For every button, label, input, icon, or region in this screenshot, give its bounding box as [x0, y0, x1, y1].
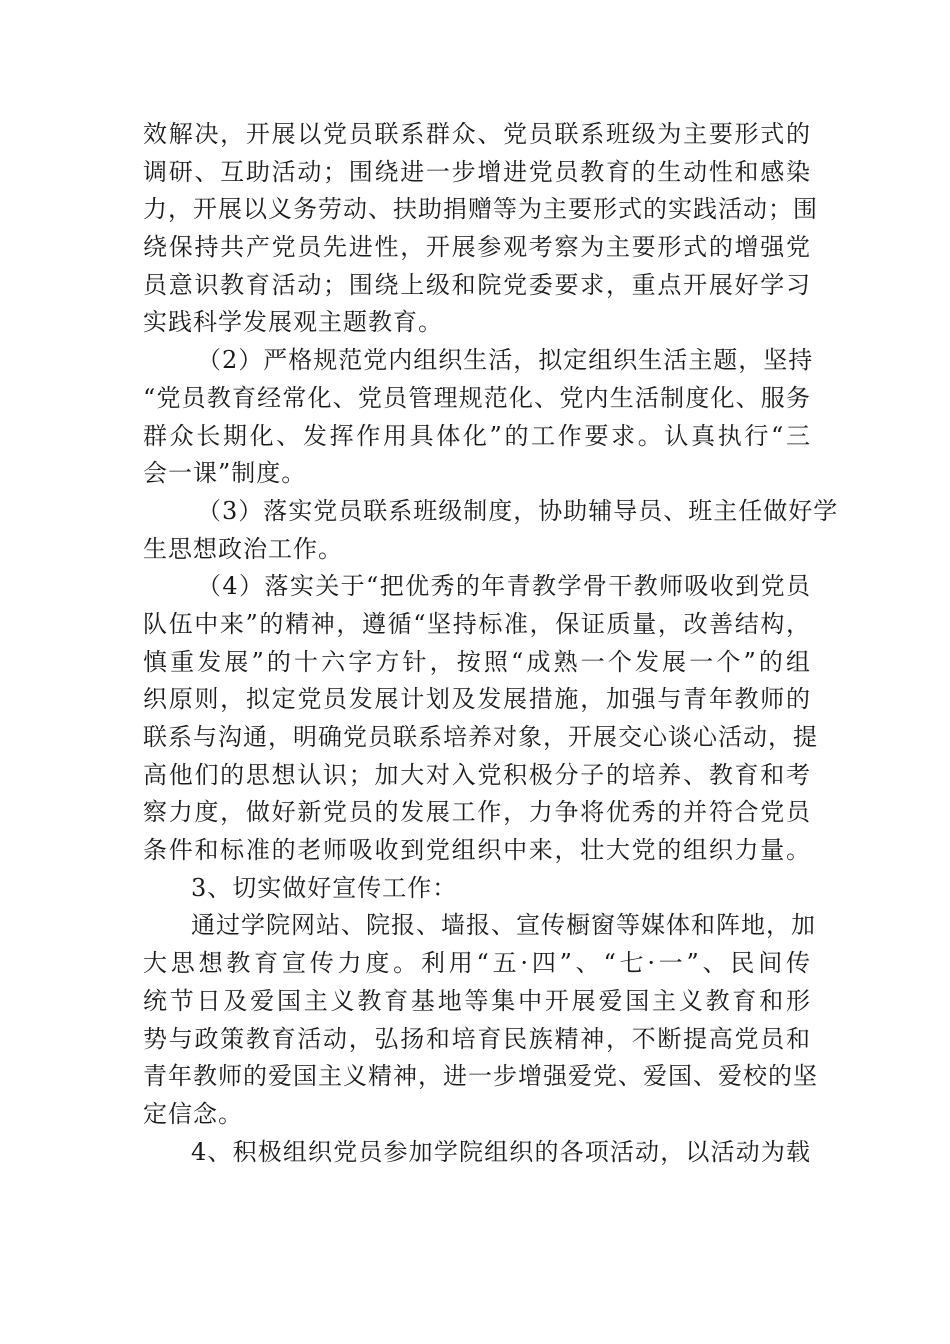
- text-line: 绕保持共产党员先进性，开展参观考察为主要形式的增强党: [143, 233, 811, 262]
- text-line: 调研、互助活动；围绕进一步增进党员教育的生动性和感染: [143, 157, 811, 186]
- paragraph-6-start: 4、积极组织党员参加学院组织的各项活动，以活动为载: [191, 1137, 811, 1166]
- text-line: 群众长期化、发挥作用具体化”的工作要求。认真执行“三: [143, 421, 811, 450]
- text-line: 织原则，拟定党员发展计划及发展措施，加强与青年教师的: [143, 685, 811, 714]
- text-line: 实践科学发展观主题教育。: [143, 308, 443, 337]
- text-line: 队伍中来”的精神，遵循“坚持标准，保证质量，改善结构，: [143, 609, 811, 638]
- text-line: 高他们的思想认识；加大对入党积极分子的培养、教育和考: [143, 760, 811, 789]
- paragraph-3-start: （3）落实党员联系班级制度，协助辅导员、班主任做好学: [197, 496, 839, 525]
- text-line: 员意识教育活动；围绕上级和院党委要求，重点开展好学习: [143, 270, 811, 299]
- paragraph-2-start: （2）严格规范党内组织生活，拟定组织生活主题，坚持: [197, 346, 814, 375]
- text-line: 会一课”制度。: [143, 459, 307, 488]
- text-line: 慎重发展”的十六字方针，按照“成熟一个发展一个”的组: [143, 647, 811, 676]
- text-line: 定信念。: [143, 1099, 243, 1128]
- text-line: 联系与沟通，明确党员联系培养对象，开展交心谈心活动，提: [143, 723, 818, 751]
- text-line: 统节日及爱国主义教育基地等集中开展爱国主义教育和形: [143, 986, 811, 1015]
- text-line: 势与政策教育活动，弘扬和培育民族精神，不断提高党员和: [143, 1024, 811, 1053]
- text-line: “党员教育经常化、党员管理规范化、党内生活制度化、服务: [143, 383, 811, 412]
- text-line: 生思想政治工作。: [143, 534, 343, 563]
- text-line: 力，开展以义务劳动、扶助捐赠等为主要形式的实践活动；围: [143, 195, 818, 224]
- text-line: 青年教师的爱国主义精神，进一步增强爱党、爱国、爱校的坚: [143, 1062, 818, 1091]
- paragraph-4-start: （4）落实关于“把优秀的年青教学骨干教师吸收到党员: [197, 572, 811, 601]
- text-line: 察力度，做好新党员的发展工作，力争将优秀的并符合党员: [143, 798, 811, 827]
- paragraph-5-start: 通过学院网站、院报、墙报、宣传橱窗等媒体和阵地，加: [191, 911, 816, 940]
- text-line: 大思想教育宣传力度。利用“五·四”、“七·一”、民间传: [143, 949, 811, 978]
- text-line: 效解决，开展以党员联系群众、党员联系班级为主要形式的: [143, 120, 811, 148]
- body-text: [143, 116, 839, 1171]
- section-heading: 3、切实做好宣传工作：: [191, 873, 458, 902]
- text-line: 条件和标准的老师吸收到党组织中来，壮大党的组织力量。: [143, 836, 811, 865]
